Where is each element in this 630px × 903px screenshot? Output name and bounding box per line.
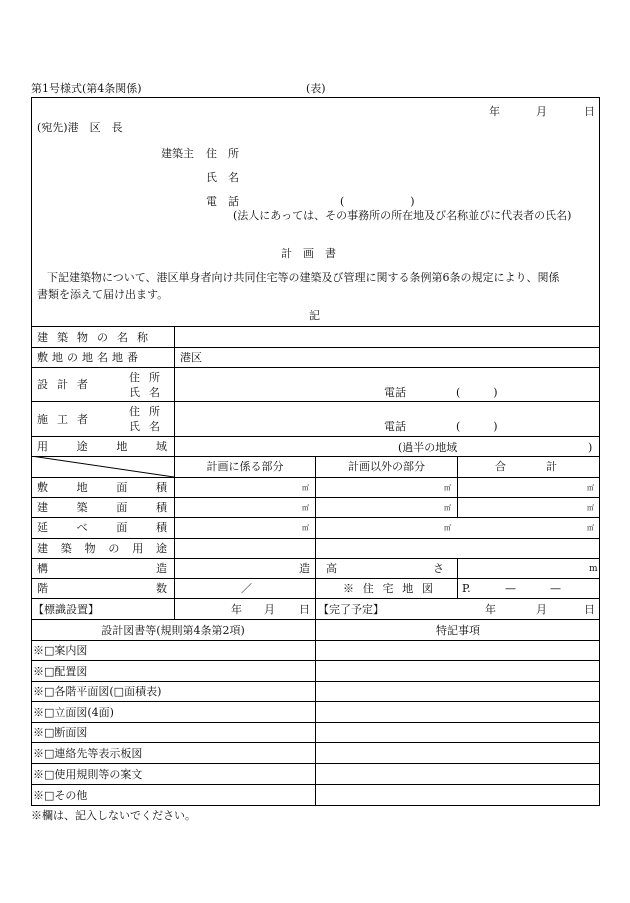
doc-item[interactable]: ※□使用規則等の案文 xyxy=(33,768,143,781)
plan-body-line2: 書類を添えて届け出ます。 xyxy=(37,288,169,301)
grid-line xyxy=(31,367,600,368)
complete-month[interactable]: 月 xyxy=(536,603,547,616)
doc-item[interactable]: ※□案内図 xyxy=(33,644,88,657)
sign-install-label: 【標識設置】 xyxy=(33,603,99,616)
majority-zone-close: ) xyxy=(588,441,593,454)
col-other-header: 計画以外の部分 xyxy=(348,460,425,473)
builder-address-label: 住所 xyxy=(129,405,169,418)
sqm-unit: ㎡ xyxy=(302,524,309,532)
builder-label: 施工者 xyxy=(37,413,97,426)
date-day[interactable]: 日 xyxy=(584,105,595,118)
designer-tel-parens[interactable]: ( ) xyxy=(456,386,498,399)
designer-tel-label: 電話 xyxy=(384,386,406,399)
builder-tel-label: 電話 xyxy=(384,420,406,433)
sqm-unit: ㎡ xyxy=(587,484,594,492)
builder-tel-parens[interactable]: ( ) xyxy=(456,420,498,433)
doc-item[interactable]: ※□その他 xyxy=(33,789,88,802)
doc-item[interactable]: ※□各階平面図(□面積表) xyxy=(33,685,162,698)
sqm-unit: ㎡ xyxy=(587,504,594,512)
date-month[interactable]: 月 xyxy=(536,105,547,118)
sqm-unit: ㎡ xyxy=(444,524,451,532)
grid-line xyxy=(31,326,600,327)
corporate-note: (法人にあっては、その事務所の所在地及び名称並びに代表者の氏名) xyxy=(233,209,572,222)
diagonal-line xyxy=(31,456,174,477)
height-label: 高さ xyxy=(326,562,444,575)
sqm-unit: ㎡ xyxy=(444,504,451,512)
applicant-address-label: 住 所 xyxy=(206,147,239,160)
applicant-label: 建築主 xyxy=(161,147,194,160)
doc-item[interactable]: ※□断面図 xyxy=(33,726,88,739)
grid-line xyxy=(31,347,600,348)
ki-label: 記 xyxy=(309,309,320,322)
sqm-unit: ㎡ xyxy=(587,524,594,532)
complete-year[interactable]: 年 xyxy=(485,603,496,616)
col-plan-header: 計画に係る部分 xyxy=(206,460,284,473)
docs-header: 設計図書等(規則第4条第2項) xyxy=(101,624,245,637)
designer-name-label: 氏名 xyxy=(129,386,169,399)
complete-day[interactable]: 日 xyxy=(584,603,595,616)
sqm-unit: ㎡ xyxy=(302,484,309,492)
builder-name-label: 氏名 xyxy=(129,420,169,433)
structure-label: 構造 xyxy=(37,562,167,575)
floors-label: 階数 xyxy=(37,582,167,595)
applicant-tel-parens[interactable]: ( ) xyxy=(340,195,415,208)
doc-item[interactable]: ※□立面図(4面) xyxy=(33,706,114,719)
doc-item[interactable]: ※□連絡先等表示板図 xyxy=(33,747,143,760)
floor-area-label: 延べ面積 xyxy=(37,521,167,534)
sign-install-day[interactable]: 日 xyxy=(299,603,310,616)
applicant-tel-label: 電 話 xyxy=(206,195,239,208)
sqm-unit: ㎡ xyxy=(302,504,309,512)
designer-address-label: 住所 xyxy=(129,371,169,384)
sign-install-year[interactable]: 年 xyxy=(231,603,242,616)
designer-label: 設計者 xyxy=(37,378,97,391)
structure-suffix: 造 xyxy=(299,562,310,575)
floors-slash: ／ xyxy=(241,582,252,595)
doc-item[interactable]: ※□配置図 xyxy=(33,665,88,678)
col-total-header: 合 計 xyxy=(495,460,563,473)
use-zone-label: 用途地域 xyxy=(37,440,167,453)
site-address-label: 敷地の地名地番 xyxy=(37,351,142,364)
complete-label: 【完了予定】 xyxy=(318,603,384,616)
form-side: (表) xyxy=(306,82,326,95)
building-name-label: 建築物の名称 xyxy=(37,331,157,344)
grid-line xyxy=(315,456,316,598)
sign-install-month[interactable]: 月 xyxy=(264,603,275,616)
grid-line xyxy=(457,558,458,598)
building-use-label: 建築物の用途 xyxy=(37,542,167,555)
building-area-label: 建築面積 xyxy=(37,501,167,514)
page-dash-2: — xyxy=(550,582,561,595)
page-label: P. xyxy=(462,582,471,595)
sqm-unit: ㎡ xyxy=(444,484,451,492)
site-prefix[interactable]: 港区 xyxy=(180,351,202,364)
page-dash-1: — xyxy=(505,582,516,595)
form-id: 第1号様式(第4条関係) xyxy=(31,82,142,95)
footer-note: ※欄は、記入しないでください。 xyxy=(31,809,196,822)
date-year[interactable]: 年 xyxy=(489,105,500,118)
notes-header: 特記事項 xyxy=(436,624,480,637)
addressee: (宛先)港 区 長 xyxy=(37,121,123,134)
housing-map-label: ※住宅地図 xyxy=(343,582,433,595)
plan-title: 計 画 書 xyxy=(281,247,336,260)
majority-zone-label: (過半の地域 xyxy=(398,441,458,454)
plan-body-line1: 下記建築物について、港区単身者向け共同住宅等の建築及び管理に関する条例第6条の規定により、関係 xyxy=(47,271,560,284)
site-area-label: 敷地面積 xyxy=(37,481,167,494)
grid-line xyxy=(31,436,600,437)
grid-line xyxy=(31,401,600,402)
height-unit: m xyxy=(589,564,598,574)
applicant-name-label: 氏 名 xyxy=(206,171,239,184)
